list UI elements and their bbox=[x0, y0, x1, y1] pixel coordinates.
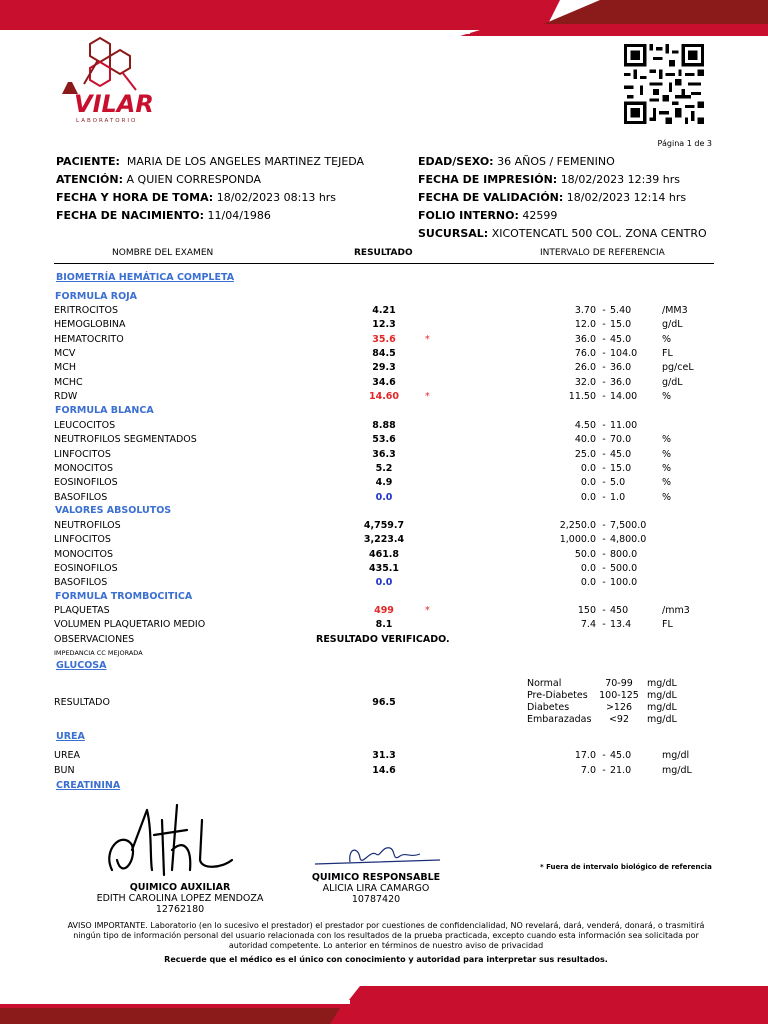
auxiliary-signature bbox=[92, 790, 242, 890]
test-name: MCV bbox=[54, 347, 76, 359]
test-value: 31.3 bbox=[372, 750, 396, 761]
result-row bbox=[54, 577, 714, 591]
reference-max: 21.0 bbox=[610, 765, 632, 776]
folio-label: FOLIO INTERNO: bbox=[418, 209, 519, 222]
test-name: ERITROCITOS bbox=[54, 305, 119, 316]
print-date-value: 18/02/2023 12:39 hrs bbox=[560, 173, 681, 186]
sample-date-line bbox=[56, 191, 336, 204]
result-row bbox=[54, 348, 714, 362]
reference-dash: - bbox=[602, 448, 606, 460]
reference-dash: - bbox=[602, 520, 606, 531]
section-creatinina: CREATININA bbox=[56, 780, 121, 791]
reference-dash: - bbox=[602, 362, 606, 374]
auxiliary-name: EDITH CAROLINA LOPEZ MENDOZA bbox=[96, 893, 264, 904]
observations-value: RESULTADO VERIFICADO. bbox=[316, 634, 450, 645]
test-unit: g/dL bbox=[662, 376, 683, 388]
reference-dash: - bbox=[602, 420, 606, 431]
reference-min: 0.0 bbox=[580, 577, 596, 589]
glucose-ref-label: Embarazadas bbox=[527, 714, 592, 725]
validation-date-line bbox=[418, 191, 686, 204]
validation-date-label: FECHA DE VALIDACIÓN: bbox=[418, 191, 564, 204]
reference-min: 0.0 bbox=[580, 462, 596, 474]
folio-line bbox=[418, 209, 557, 222]
test-name: LEUCOCITOS bbox=[54, 420, 116, 431]
responsible-role: QUIMICO RESPONSABLE bbox=[311, 872, 441, 883]
subsection-formula-roja: FORMULA ROJA bbox=[55, 291, 138, 302]
patient-name-line bbox=[56, 155, 364, 168]
vilar-logo bbox=[52, 32, 162, 132]
reference-max: 800.0 bbox=[610, 548, 638, 560]
branch-value: XICOTENCATL 500 COL. ZONA CENTRO bbox=[491, 227, 707, 240]
test-name: NEUTROFILOS SEGMENTADOS bbox=[54, 434, 197, 446]
patient-name: MARIA DE LOS ANGELES MARTINEZ TEJEDA bbox=[126, 155, 365, 168]
result-row bbox=[54, 605, 714, 619]
glucose-ref-range: <92 bbox=[608, 714, 630, 725]
reference-max: 104.0 bbox=[610, 347, 638, 359]
test-name: EOSINOFILOS bbox=[54, 477, 118, 489]
patient-label: PACIENTE: bbox=[56, 155, 120, 168]
reference-min: 7.4 bbox=[580, 619, 596, 631]
auxiliary-role: QUIMICO AUXILIAR bbox=[129, 882, 231, 893]
observations-row bbox=[54, 634, 714, 648]
reference-dash: - bbox=[602, 548, 606, 560]
reference-min: 0.0 bbox=[580, 562, 596, 574]
test-value: 14.60 bbox=[368, 390, 400, 402]
test-value: 499 bbox=[374, 605, 394, 616]
test-value: 3,223.4 bbox=[363, 534, 405, 546]
reference-max: 36.0 bbox=[610, 376, 632, 388]
reference-dash: - bbox=[602, 577, 606, 589]
reference-min: 17.0 bbox=[574, 750, 596, 761]
glucose-ref-range: 70-99 bbox=[605, 678, 633, 689]
reference-min: 50.0 bbox=[574, 548, 596, 560]
test-value: 84.5 bbox=[372, 347, 396, 359]
physician-notice: Recuerde que el médico es el único con conocimiento y autoridad para interpretar sus resultados. bbox=[164, 955, 608, 964]
result-row bbox=[54, 362, 714, 376]
reference-dash: - bbox=[602, 319, 606, 331]
glucose-ref-range: 100-125 bbox=[599, 690, 639, 701]
reference-min: 2,250.0 bbox=[559, 520, 596, 531]
result-row bbox=[54, 750, 714, 764]
result-row bbox=[54, 463, 714, 477]
test-unit: % bbox=[662, 477, 672, 489]
result-row bbox=[54, 377, 714, 391]
reference-min: 25.0 bbox=[574, 448, 596, 460]
reference-min: 0.0 bbox=[580, 477, 596, 489]
glucose-result-row bbox=[54, 697, 714, 711]
header-banner bbox=[0, 0, 768, 36]
reference-max: 5.40 bbox=[610, 305, 632, 316]
test-name: UREA bbox=[54, 750, 81, 761]
birth-date-line bbox=[56, 209, 271, 222]
test-value: 14.6 bbox=[372, 765, 396, 776]
responsible-id: 10787420 bbox=[351, 894, 401, 905]
reference-max: 70.0 bbox=[610, 434, 632, 446]
auxiliary-signature-block bbox=[60, 882, 300, 915]
reference-min: 40.0 bbox=[574, 434, 596, 446]
result-row bbox=[54, 449, 714, 463]
reference-dash: - bbox=[602, 605, 606, 616]
privacy-notice: AVISO IMPORTANTE. Laboratorio (en lo sucesivo el prestador) el prestador por cuestiones de confidencialidad, NO revelará, dará, venderá, donará, o trasmitirá ningún tipo de información personal del usuario relacionada con los resultados de la prueba practicada, excepto cuando esta información sea solicitada por autoridad competente. Lo anterior en términos de nuestro aviso de privacidad bbox=[67, 921, 705, 950]
birth-date-label: FECHA DE NACIMIENTO: bbox=[56, 209, 205, 222]
reference-min: 26.0 bbox=[574, 362, 596, 374]
footer-banner bbox=[0, 974, 768, 1024]
test-name: PLAQUETAS bbox=[54, 605, 110, 616]
glucose-ref-range: >126 bbox=[605, 702, 633, 713]
test-name: BASOFILOS bbox=[54, 491, 108, 503]
test-unit: % bbox=[662, 491, 672, 503]
result-row bbox=[54, 563, 714, 577]
glucose-ref-unit: mg/dL bbox=[647, 714, 677, 725]
test-value: 461.8 bbox=[368, 548, 400, 560]
column-header-result: RESULTADO bbox=[354, 248, 413, 258]
result-row bbox=[54, 534, 714, 548]
glucose-reference-line bbox=[527, 678, 677, 690]
out-of-range-flag: * bbox=[425, 333, 430, 345]
test-name: MCH bbox=[54, 362, 76, 374]
result-row bbox=[54, 319, 714, 333]
test-name: LINFOCITOS bbox=[54, 448, 111, 460]
reference-dash: - bbox=[602, 347, 606, 359]
reference-max: 45.0 bbox=[610, 448, 632, 460]
reference-dash: - bbox=[602, 333, 606, 345]
result-row bbox=[54, 619, 714, 633]
result-row bbox=[54, 434, 714, 448]
sample-date-value: 18/02/2023 08:13 hrs bbox=[216, 191, 337, 204]
reference-min: 36.0 bbox=[574, 333, 596, 345]
test-value: 36.3 bbox=[372, 448, 396, 460]
result-row bbox=[54, 420, 714, 434]
section-biometria: BIOMETRÍA HEMÁTICA COMPLETA bbox=[56, 272, 235, 283]
reference-dash: - bbox=[602, 305, 606, 316]
column-header-range: INTERVALO DE REFERENCIA bbox=[540, 248, 665, 258]
reference-min: 7.0 bbox=[580, 765, 596, 776]
section-glucosa: GLUCOSA bbox=[56, 660, 107, 671]
reference-dash: - bbox=[602, 376, 606, 388]
svg-text:VILAR: VILAR bbox=[74, 90, 154, 118]
reference-dash: - bbox=[602, 619, 606, 631]
test-value: 0.0 bbox=[375, 577, 393, 589]
test-name: EOSINOFILOS bbox=[54, 562, 118, 574]
test-name: HEMOGLOBINA bbox=[54, 319, 126, 331]
subsection-formula-blanca: FORMULA BLANCA bbox=[55, 405, 154, 416]
glucose-ref-label: Normal bbox=[527, 678, 562, 689]
test-name: RDW bbox=[54, 390, 78, 402]
test-unit: % bbox=[662, 390, 672, 402]
reference-max: 14.00 bbox=[610, 390, 638, 402]
test-value: 8.1 bbox=[375, 619, 393, 631]
subsection-valores-absolutos: VALORES ABSOLUTOS bbox=[55, 505, 172, 516]
test-value: 12.3 bbox=[372, 319, 396, 331]
test-unit: g/dL bbox=[662, 319, 683, 331]
age-sex-value: 36 AÑOS / FEMENINO bbox=[497, 155, 615, 168]
test-name: HEMATOCRITO bbox=[54, 333, 124, 345]
observations-label: OBSERVACIONES bbox=[54, 634, 135, 645]
reference-max: 100.0 bbox=[610, 577, 638, 589]
result-row bbox=[54, 305, 714, 319]
impedance-note: IMPEDANCIA CC MEJORADA bbox=[54, 649, 143, 657]
test-name: MONOCITOS bbox=[54, 548, 114, 560]
test-unit: % bbox=[662, 434, 672, 446]
result-row bbox=[54, 549, 714, 563]
test-name: LINFOCITOS bbox=[54, 534, 111, 546]
test-value: 8.88 bbox=[372, 420, 396, 431]
test-unit: FL bbox=[662, 619, 673, 631]
section-urea: UREA bbox=[56, 731, 85, 742]
test-value: 34.6 bbox=[372, 376, 396, 388]
glucose-ref-unit: mg/dL bbox=[647, 702, 677, 713]
out-of-range-flag: * bbox=[425, 390, 430, 402]
glucose-ref-unit: mg/dL bbox=[647, 690, 677, 701]
reference-dash: - bbox=[602, 434, 606, 446]
reference-min: 11.50 bbox=[568, 390, 596, 402]
responsible-name: ALICIA LIRA CAMARGO bbox=[322, 883, 430, 894]
test-unit: pg/ceL bbox=[662, 362, 694, 374]
test-name: NEUTROFILOS bbox=[54, 520, 121, 531]
birth-date-value: 11/04/1986 bbox=[207, 209, 271, 222]
reference-max: 7,500.0 bbox=[610, 520, 647, 531]
reference-max: 500.0 bbox=[610, 562, 638, 574]
reference-min: 76.0 bbox=[574, 347, 596, 359]
reference-min: 3.70 bbox=[574, 305, 596, 316]
test-value: 5.2 bbox=[375, 462, 393, 474]
reference-min: 4.50 bbox=[574, 420, 596, 431]
test-value: 35.6 bbox=[372, 333, 396, 345]
test-name: MONOCITOS bbox=[54, 462, 114, 474]
reference-dash: - bbox=[602, 765, 606, 776]
test-unit: /mm3 bbox=[662, 605, 690, 616]
test-unit: % bbox=[662, 462, 672, 474]
test-value: 53.6 bbox=[372, 434, 396, 446]
reference-dash: - bbox=[602, 562, 606, 574]
result-row bbox=[54, 765, 714, 779]
test-value: 4.21 bbox=[372, 305, 396, 316]
qr-code bbox=[624, 44, 704, 124]
age-sex-label: EDAD/SEXO: bbox=[418, 155, 494, 168]
glucose-result-value: 96.5 bbox=[372, 697, 396, 708]
reference-dash: - bbox=[602, 462, 606, 474]
reference-max: 5.0 bbox=[610, 477, 626, 489]
sample-date-label: FECHA Y HORA DE TOMA: bbox=[56, 191, 214, 204]
reference-dash: - bbox=[602, 534, 606, 546]
test-value: 4,759.7 bbox=[363, 520, 405, 531]
branch-label: SUCURSAL: bbox=[418, 227, 489, 240]
glucose-result-label: RESULTADO bbox=[54, 697, 110, 708]
reference-dash: - bbox=[602, 491, 606, 503]
reference-max: 1.0 bbox=[610, 491, 626, 503]
reference-dash: - bbox=[602, 750, 606, 761]
validation-date-value: 18/02/2023 12:14 hrs bbox=[566, 191, 687, 204]
responsible-signature bbox=[310, 836, 450, 872]
header-divider bbox=[54, 263, 714, 264]
reference-dash: - bbox=[602, 477, 606, 489]
result-row bbox=[54, 334, 714, 348]
subsection-formula-trombocitica: FORMULA TROMBOCITICA bbox=[55, 591, 193, 602]
glucose-ref-label: Diabetes bbox=[527, 702, 570, 713]
reference-max: 11.00 bbox=[610, 420, 638, 431]
test-unit: % bbox=[662, 448, 672, 460]
auxiliary-id: 12762180 bbox=[155, 904, 205, 915]
test-name: VOLUMEN PLAQUETARIO MEDIO bbox=[54, 619, 206, 631]
reference-max: 15.0 bbox=[610, 319, 632, 331]
svg-text:LABORATORIO: LABORATORIO bbox=[76, 118, 138, 124]
test-unit: mg/dL bbox=[662, 765, 692, 776]
out-of-range-flag: * bbox=[425, 605, 430, 616]
folio-value: 42599 bbox=[522, 209, 558, 222]
reference-min: 12.0 bbox=[574, 319, 596, 331]
branch-line bbox=[418, 227, 707, 240]
age-sex-line bbox=[418, 155, 615, 168]
test-value: 435.1 bbox=[368, 562, 400, 574]
reference-max: 450 bbox=[610, 605, 629, 616]
test-value: 4.9 bbox=[375, 477, 393, 489]
result-row bbox=[54, 492, 714, 506]
reference-max: 45.0 bbox=[610, 333, 632, 345]
print-date-line bbox=[418, 173, 680, 186]
test-value: 29.3 bbox=[372, 362, 396, 374]
test-value: 0.0 bbox=[375, 491, 393, 503]
reference-max: 15.0 bbox=[610, 462, 632, 474]
reference-max: 36.0 bbox=[610, 362, 632, 374]
test-unit: mg/dl bbox=[662, 750, 690, 761]
attention-label: ATENCIÓN: bbox=[56, 173, 124, 186]
test-name: BASOFILOS bbox=[54, 577, 108, 589]
result-row bbox=[54, 520, 714, 534]
reference-min: 32.0 bbox=[574, 376, 596, 388]
out-of-range-footnote: * Fuera de intervalo biológico de referencia bbox=[540, 863, 712, 871]
test-unit: /MM3 bbox=[662, 305, 688, 316]
reference-min: 150 bbox=[577, 605, 596, 616]
page-number: Página 1 de 3 bbox=[657, 139, 712, 148]
glucose-ref-unit: mg/dL bbox=[647, 678, 677, 689]
reference-max: 45.0 bbox=[610, 750, 632, 761]
reference-max: 13.4 bbox=[610, 619, 632, 631]
test-name: BUN bbox=[54, 765, 75, 776]
glucose-ref-label: Pre-Diabetes bbox=[527, 690, 588, 701]
reference-min: 1,000.0 bbox=[559, 534, 596, 546]
result-row bbox=[54, 391, 714, 405]
reference-max: 4,800.0 bbox=[610, 534, 647, 546]
test-unit: % bbox=[662, 333, 672, 345]
reference-dash: - bbox=[602, 390, 606, 402]
column-header-exam: NOMBRE DEL EXAMEN bbox=[112, 248, 214, 258]
attention-line bbox=[56, 173, 261, 186]
attention-value: A QUIEN CORRESPONDA bbox=[126, 173, 262, 186]
test-name: MCHC bbox=[54, 376, 83, 388]
reference-min: 0.0 bbox=[580, 491, 596, 503]
test-unit: FL bbox=[662, 347, 673, 359]
print-date-label: FECHA DE IMPRESIÓN: bbox=[418, 173, 558, 186]
glucose-reference-line bbox=[527, 714, 677, 726]
result-row bbox=[54, 477, 714, 491]
responsible-signature-block bbox=[296, 872, 456, 905]
